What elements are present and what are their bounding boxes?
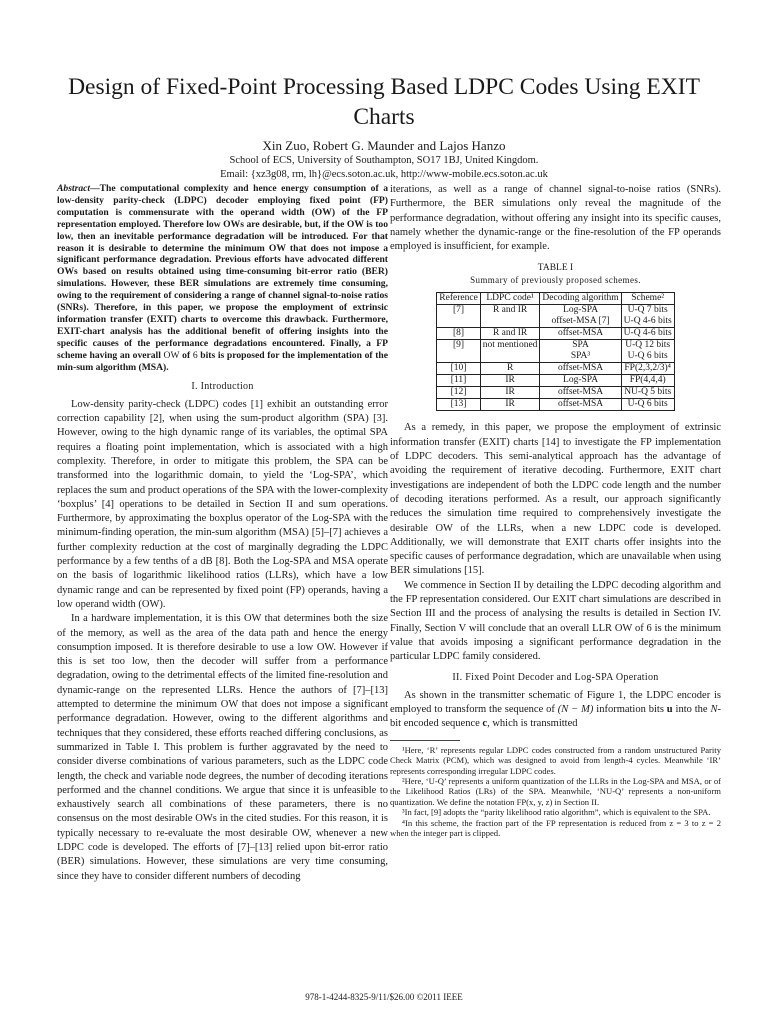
copyright-footer: 978-1-4244-8325-9/11/$26.00 ©2011 IEEE [305, 992, 463, 1002]
table-cell: Log-SPA [540, 305, 621, 317]
table-row [437, 305, 674, 317]
table-cell: SPA³ [540, 351, 621, 363]
table-cell: U-Q 4-6 bits [621, 316, 674, 328]
table-cell: FP(2,3,2/3)⁴ [621, 363, 674, 375]
intro-continuation: iterations, as well as a range of channel signal-to-noise ratios (SNRs). Furthermore, the BER simulations only reveal the magnitude of the performance degradation, without offering any insight into its specific causes, namely whether the dynamic-range or the fine-resolution of the FP operands employed is insufficient, for example. [390, 184, 721, 253]
section2-text: information bits [593, 704, 667, 716]
abstract-ow-value: 6 [192, 349, 198, 361]
table-row [437, 316, 674, 328]
table-cell: [7] [437, 305, 481, 317]
author-list: Xin Zuo, Robert G. Maunder and Lajos Hanzo [262, 138, 506, 153]
table-cell: [9] [437, 340, 481, 352]
table-cell: offset-MSA [540, 387, 621, 399]
table-row [437, 387, 674, 399]
table-title: Summary of previously proposed schemes. [470, 275, 641, 286]
table-row [437, 399, 674, 411]
footnote-4: ⁴In this scheme, the fraction part of the FP representation is reduced from z = 3 to z = 2 when the integer part is clipped. [390, 817, 721, 838]
table-cell [437, 351, 481, 363]
email-line: Email: {xz3g08, rm, lh}@ecs.soton.ac.uk, http://www-mobile.ecs.soton.ac.uk [220, 169, 548, 180]
table-cell: U-Q 7 bits [621, 305, 674, 317]
outline-paragraph: We commence in Section II by detailing the LDPC decoding algorithm and the FP representation considered. Our EXIT chart simulations are described in Section III and the process of analysing the results is detailed in Section IV. Finally, Section V will conclude that an overall LLR OW of 6 is the minimum value that avoids imposing a significant performance degradation in the particular LDPC family considered. [390, 579, 721, 663]
abstract-text-after: bits is proposed for the implementation of the min-sum algorithm (MSA). [57, 349, 389, 373]
footnote-1: ¹Here, ‘R’ represents regular LDPC codes constructed from a random unstructured Parity Check Matrix (PCM), which was designed to avoid from length-4 cycles. Meanwhile ‘IR’ represents corresponding irregular LDPC codes. [390, 744, 721, 776]
table-cell: offset-MSA [540, 328, 621, 340]
table-cell: [10] [437, 363, 481, 375]
table-caption [390, 262, 721, 286]
table-row [437, 340, 674, 352]
table-cell: R and IR [480, 328, 540, 340]
table-cell: U-Q 12 bits [621, 340, 674, 352]
math-u: u [666, 704, 673, 716]
left-column [57, 183, 388, 884]
footnote-rule [390, 740, 460, 741]
section-heading-fixed-point: II. Fixed Point Decoder and Log-SPA Operation [452, 671, 659, 683]
table-row [437, 375, 674, 387]
table-cell: U-Q 4-6 bits [621, 328, 674, 340]
table-header-row [437, 293, 674, 305]
abstract-ow-word: OW [163, 349, 180, 361]
table-header-cell: Scheme² [621, 293, 674, 305]
math-n-minus-m: (N − M) [557, 704, 594, 716]
table-row [437, 363, 674, 375]
footnote-2: ²Here, ‘U-Q’ represents a uniform quantization of the LLRs in the Log-SPA and MSA, or of the Likelihood Ratios (LRs) of the SPA. Meanwhile, ‘NU-Q’ represents a non-uniform quantization. We define the notation FP(x, y, z) in Section II. [390, 775, 721, 807]
section2-paragraph [390, 689, 721, 732]
abstract-text-mid: of [179, 349, 193, 361]
intro-paragraph-2: In a hardware implementation, it is this OW that determines both the size of the memory, as well as the area of the data path and hence the energy consumption imposed. It is therefore desirable to use a low OW. However if this is set too low, then the decoder will suffer from a performance degradation, owing to the detrimental effects of the limited fine-resolution and dynamic-range on the represented LLRs. Hence the authors of [7]–[13] attempted to determine the minimum OW that does not impose a significant performance degradation. However, owing to the different algorithms and techniques that they considered, these efforts reached differing conclusions, as summarized in Table I. This problem is further aggravated by the need to consider diverse combinations of various parameters, such as the LDPC code length, the check and variable node degrees, the number of decoding iterations performed and the channel conditions. We argue that since it is unfeasible to exhaustively search all combinations of these parameters, there is no consensus on the most desirable OWs in the cited studies. For this reason, it is typically necessary to re-evaluate the most desirable OW, whenever a new LDPC code is developed. The efforts of [7]–[13] relied upon bit-error ratio (BER) simulations. However, these simulations are very time consuming, since they have to consider different numbers of decoding [57, 613, 388, 882]
table-cell: IR [480, 375, 540, 387]
table-row [437, 351, 674, 363]
table-cell: R and IR [480, 305, 540, 317]
table-cell: U-Q 6 bits [621, 399, 674, 411]
table-cell: NU-Q 5 bits [621, 387, 674, 399]
table-cell: U-Q 6 bits [621, 351, 674, 363]
table-cell [480, 351, 540, 363]
table-cell: offset-MSA [540, 363, 621, 375]
paper-header [0, 72, 768, 182]
table-cell: IR [480, 387, 540, 399]
table-cell: [13] [437, 399, 481, 411]
section2-text: , which is transmitted [487, 718, 578, 730]
table-header-cell: Decoding algorithm [540, 293, 621, 305]
math-n: N [710, 704, 718, 716]
table-cell: SPA [540, 340, 621, 352]
table-cell: offset-MSA [7] [540, 316, 621, 328]
abstract-text-before: —The computational complexity and hence energy consumption of a low-density parity-check (LDPC) decoder employing fixed point (FP) computation is commensurate with the operand width (OW) of the FP representation employed. Therefore low OWs are desirable, but, if the OW is too low, then an inevitable performance degradation will be introduced. For that reason it is desirable to determine the minimum OW that does not impose a significant performance degradation. Previous efforts have advocated different OWs based on results obtained using time-consuming bit-error ratio (BER) simulations. However, these BER simulations are extremely time consuming, owing to the requirement of considering a range of channel signal-to-noise ratios (SNRs). Therefore, in this paper, we propose the employment of extrinsic information transfer (EXIT) charts to overcome this drawback. Furthermore, EXIT-chart analysis has the additional benefit of offering insights into the specific causes of the performance degradations encountered. Finally, a FP scheme having an overall [57, 183, 388, 361]
table-cell [480, 316, 540, 328]
intro-paragraph-1: Low-density parity-check (LDPC) codes [1] exhibit an outstanding error correction capability [2], when using the sum-product algorithm (SPA) [3]. However, owing to the high dynamic range of its variables, the optimal SPA requires a floating point implementation, which is associated with a high complexity. Therefore, in order to mitigate this problem, the SPA can be transformed into the logarithmic domain, to yield the ‘Log-SPA’, which replaces the sum and product operations of the SPA with the lower-complexity ‘boxplus’ [4] operations to be detailed in Section II and sum operations. Furthermore, by approximating the boxplus operator of the Log-SPA with the minimum-finding operation, the min-sum algorithm (MSA) [5]–[7] achieves a further complexity reduction at the cost of marginally degrading the LDPC performance by a few tenths of a dB [8]. Both the Log-SPA and MSA operate on the basis of logarithmic likelihood ratios (LLRs), which have a low dynamic range and can be represented by fixed point (FP) operands, having a low operand width (OW). [57, 398, 388, 610]
table-row [437, 328, 674, 340]
table-header-cell: Reference [437, 293, 481, 305]
table-cell: IR [480, 399, 540, 411]
footnote-3: ³In fact, [9] adopts the “parity likelihood ratio algorithm”, which is equivalent to the SPA. [402, 807, 711, 818]
table-number: TABLE I [537, 263, 574, 274]
affiliation: School of ECS, University of Southampton, SO17 1BJ, United Kingdom. [229, 155, 539, 166]
table-header-cell: LDPC code¹ [480, 293, 540, 305]
paper-title: Design of Fixed-Point Processing Based LDPC Codes Using EXIT Charts [68, 74, 700, 130]
table-cell: FP(4,4,4) [621, 375, 674, 387]
table-cell: offset-MSA [540, 399, 621, 411]
table-cell [437, 316, 481, 328]
abstract-label: Abstract [57, 183, 91, 194]
table-cell: [11] [437, 375, 481, 387]
right-column [390, 183, 721, 838]
table-cell: Log-SPA [540, 375, 621, 387]
math-c: c [482, 718, 488, 730]
table-cell: [8] [437, 328, 481, 340]
section2-text: into the [672, 704, 711, 716]
table-cell: R [480, 363, 540, 375]
table-cell: [12] [437, 387, 481, 399]
abstract [57, 183, 388, 374]
section-heading-introduction: I. Introduction [191, 380, 254, 392]
section2-text: -bit encoded sequence [390, 704, 721, 730]
schemes-table [436, 292, 674, 411]
remedy-paragraph: As a remedy, in this paper, we propose the employment of extrinsic information transfer (EXIT) charts [14] to investigate the FP implementation of LDPC decoders. This semi-analytical approach has the advantage of avoiding the requirement of iterative decoding. Furthermore, EXIT chart investigations are independent of both the LDPC code length and the number of decoding iterations performed. As a result, our approach significantly reduces the simulation time required to comprehensively investigate the desirable OW of the LLRs, when a new LDPC code is developed. Additionally, we will demonstrate that EXIT charts offer insights into the specific causes of performance degradation, which are unavailable when using BER simulations [15]. [390, 422, 721, 577]
section2-text: As shown in the transmitter schematic of Figure 1, the LDPC encoder is employed to transform the sequence of [390, 689, 721, 716]
table-cell: not mentioned [480, 340, 540, 352]
